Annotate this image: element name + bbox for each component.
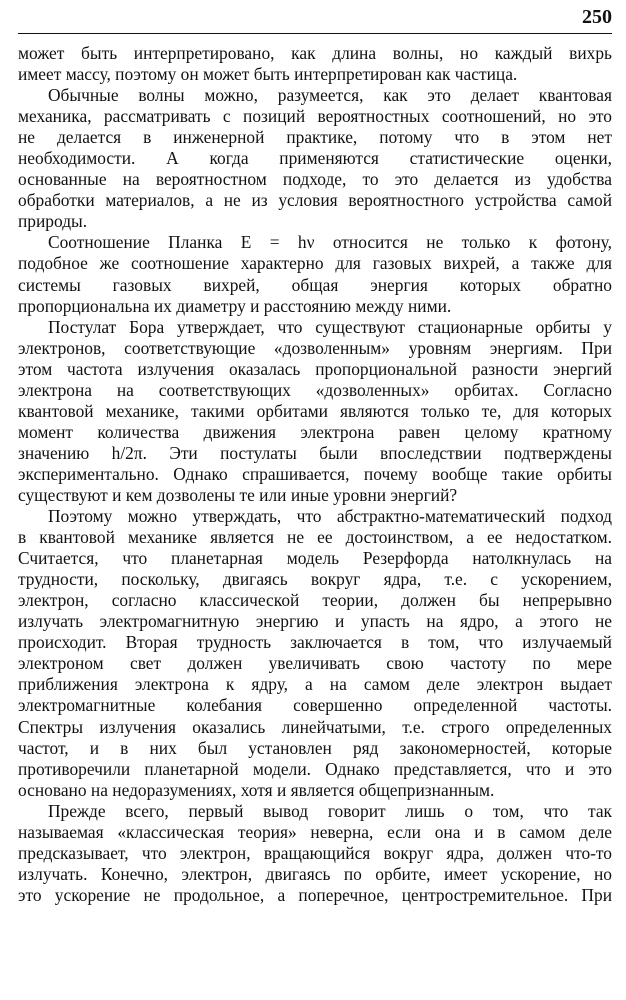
text-line: подобное же соотношение характерно для газовых вихрей, а также для	[18, 253, 612, 274]
text-line: Постулат Бора утверждает, что существуют стационарные орбиты у	[48, 316, 612, 337]
text-line: частот, и в них был установлен ряд закономерностей, которые	[18, 737, 612, 758]
text-line: не делается в инженерной практике, потому что в этом нет	[18, 127, 612, 148]
header-rule	[18, 33, 612, 34]
paragraph	[18, 801, 612, 906]
text-line: электромагнитные колебания совершенно определенной частоты.	[18, 695, 612, 716]
text-line: Считается, что планетарная модель Резерфорда натолкнулась на	[18, 548, 612, 569]
text-line: излучать. Конечно, электрон, двигаясь по орбите, имеет ускорение, но	[18, 863, 612, 884]
text-line: основанные на вероятностном подходе, то это делается из удобства	[18, 169, 612, 190]
text-line: излучать электромагнитную энергию и упасть на ядро, а этого не	[18, 611, 612, 632]
text-line: электронов, соответствующие «дозволенным» уровням энергиям. При	[18, 337, 612, 358]
text-line: пропорциональна их диаметру и расстоянию между ними.	[18, 295, 452, 316]
text-line: системы газовых вихрей, общая энергия которых обратно	[18, 274, 612, 295]
text-line: момент количества движения электрона равен целому кратному	[18, 421, 612, 442]
text-line: электрон, согласно классической теории, должен бы непрерывно	[18, 590, 612, 611]
text-line: предсказывает, что электрон, вращающийся вокруг ядра, должен что-то	[18, 842, 612, 863]
text-line: может быть интерпретировано, как длина волны, но каждый вихрь	[18, 43, 612, 63]
text-line: Спектры излучения оказались линейчатыми, т.е. строго определенных	[18, 716, 612, 737]
text-line: противоречили планетарной модели. Однако представляется, что и это	[18, 758, 612, 779]
paragraph	[18, 317, 612, 506]
text-line: Соотношение Планка E = hν относится не только к фотону,	[48, 232, 612, 253]
text-line: электроном свет должен увеличивать свою частоту по мере	[18, 653, 612, 674]
body-text	[18, 43, 612, 906]
text-line: Поэтому можно утверждать, что абстрактно-математический подход	[48, 506, 612, 527]
text-line: приближения электрона к ядру, а на самом деле электрон выдает	[18, 674, 612, 695]
page-number: 250	[582, 6, 612, 28]
paragraph	[18, 506, 612, 801]
text-line: существуют и кем дозволены те или иные уровни энергий?	[18, 484, 458, 505]
text-line: основано на недоразумениях, хотя и является общепризнанным.	[18, 779, 495, 800]
text-line: механика, рассматривать с позиций вероятностных соотношений, но это	[18, 106, 612, 127]
text-line: имеет массу, поэтому он может быть интерпретирован как частица.	[18, 64, 518, 85]
text-line: Обычные волны можно, разумеется, как это делает квантовая	[48, 85, 612, 106]
text-line: электрона на соответствующих «дозволенных» орбитах. Согласно	[18, 379, 612, 400]
paragraph	[18, 43, 612, 85]
text-line: называемая «классическая теория» неверна, если она и в самом деле	[18, 821, 612, 842]
text-line: это ускорение не продольное, а поперечное, центростремительное. При	[18, 884, 612, 905]
paragraph	[18, 85, 612, 232]
text-line: квантовой механике, такими орбитами являются только те, для которых	[18, 400, 612, 421]
text-line: Прежде всего, первый вывод говорит лишь о том, что так	[48, 800, 612, 821]
text-line: природы.	[18, 211, 88, 232]
text-line: необходимости. А когда применяются статистические оценки,	[18, 148, 612, 169]
text-line: обработки материалов, а не из условия вероятностного устройства самой	[18, 190, 612, 211]
text-line: в квантовой механике является не ее достоинством, а ее недостатком.	[18, 527, 612, 548]
text-line: экспериментально. Однако спрашивается, почему вообще такие орбиты	[18, 463, 612, 484]
text-line: происходит. Вторая трудность заключается в том, что излучаемый	[18, 632, 612, 653]
text-line: трудности, поскольку, двигаясь вокруг ядра, т.е. с ускорением,	[18, 569, 612, 590]
paragraph	[18, 232, 612, 316]
text-line: значению h/2π. Эти постулаты были впоследствии подтверждены	[18, 442, 612, 463]
text-line: этом частота излучения оказалась пропорциональной разности энергий	[18, 358, 612, 379]
